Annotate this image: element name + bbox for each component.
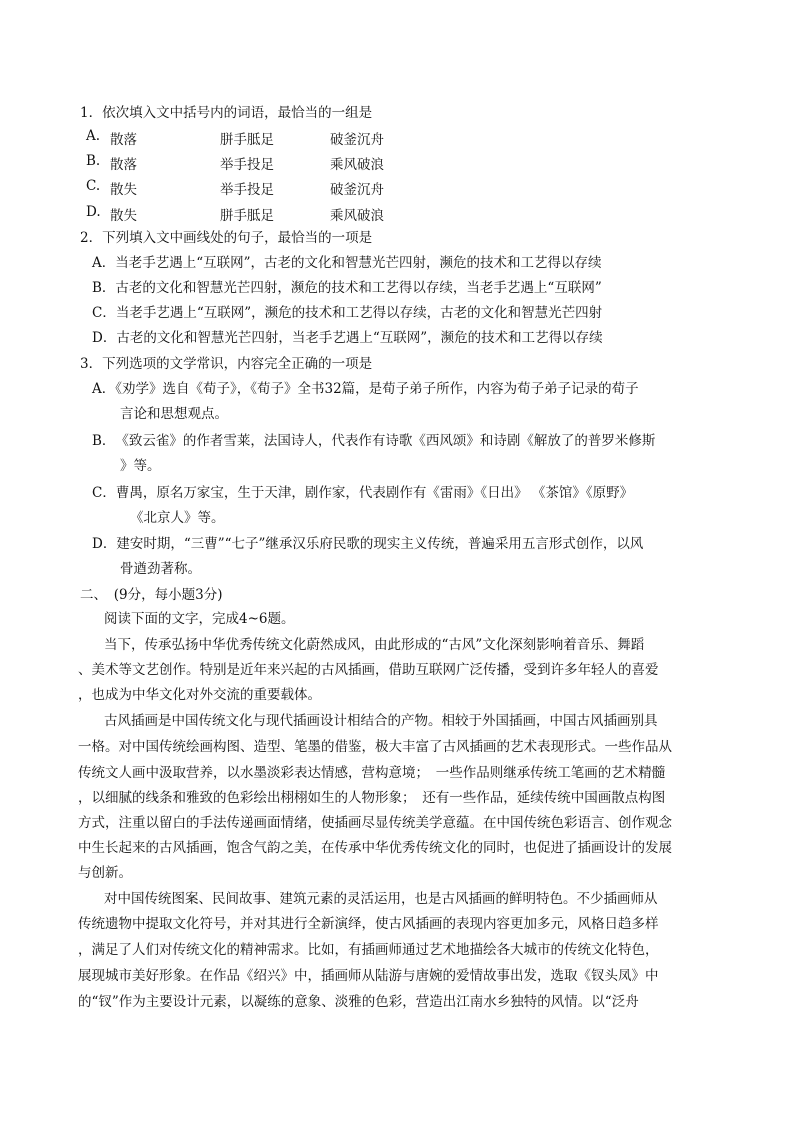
q3-option-a-line-1: A．《劝学》选自《荀子》，《荀子》全书32篇，是荀子弟子所作，内容为荀子弟子记录的荀子 bbox=[92, 381, 639, 397]
passage-line: ，以细腻的线条和雅致的色彩绘出栩栩如生的人物形象； 还有一些作品，延续传统中国画散点构图 bbox=[78, 790, 666, 806]
q1-option-label: A. bbox=[86, 128, 101, 144]
q1-option-word-1: 散落 bbox=[110, 157, 137, 173]
q1-option-label: C. bbox=[86, 178, 101, 194]
passage-line: 、美术等文艺创作。特别是近年来兴起的古风插画，借助互联网广泛传播，受到许多年轻人的喜爱 bbox=[78, 662, 659, 678]
q2-stem: 2．下列填入文中画线处的句子，最恰当的一项是 bbox=[80, 230, 373, 246]
passage-line: 展现城市美好形象。在作品《绍兴》中，插画师从陆游与唐婉的爱情故事出发，选取《钗头凤》中 bbox=[78, 968, 659, 984]
q2-option-b: B．古老的文化和智慧光芒四射，濒危的技术和工艺得以存续，当老手艺遇上“互联网” bbox=[92, 280, 602, 296]
passage-line: ，满足了人们对传统文化的精神需求。比如，有插画师通过艺术地描绘各大城市的传统文化特色， bbox=[78, 942, 659, 958]
q2-option-d: D．古老的文化和智慧光芒四射，当老手艺遇上“互联网”，濒危的技术和工艺得以存续 bbox=[92, 330, 603, 346]
passage-line: 对中国传统图案、民间故事、建筑元素的灵活运用，也是古风插画的鲜明特色。不少插画师从 bbox=[104, 891, 658, 907]
q1-option-word-2: 举手投足 bbox=[220, 157, 274, 173]
q3-option-b-line-2: 》等。 bbox=[120, 458, 161, 474]
q1-option-word-1: 散失 bbox=[110, 182, 137, 198]
q3-option-b-line-1: B． 《致云雀》的作者雪莱，法国诗人，代表作有诗歌《西风颂》和诗剧《解放了的普罗米修斯 bbox=[92, 433, 656, 449]
q3-option-c-line-1: C．曹禺，原名万家宝，生于天津，剧作家，代表剧作有《雷雨》《日出》 《茶馆》《原野》 bbox=[92, 485, 634, 501]
q1-option-label: B. bbox=[86, 153, 101, 169]
q3-option-d-line-1: D．建安时期，“三曹”“七子”继承汉乐府民歌的现实主义传统，普遍采用五言形式创作，以风 bbox=[92, 536, 644, 552]
passage-line: ，也成为中华文化对外交流的重要载体。 bbox=[78, 687, 321, 703]
q1-option-word-1: 散落 bbox=[110, 132, 137, 148]
passage-line: 传统文人画中汲取营养，以水墨淡彩表达情感，营构意境； 一些作品则继承传统工笔画的艺术精髓 bbox=[78, 765, 666, 781]
q1-option-word-3: 乘风破浪 bbox=[330, 208, 384, 224]
section-instruction: 阅读下面的文字，完成4~6题。 bbox=[104, 611, 295, 627]
q3-option-c-line-2: 《北京人》等。 bbox=[130, 510, 225, 526]
q1-option-word-2: 举手投足 bbox=[220, 182, 274, 198]
q3-option-d-line-2: 骨遒劲著称。 bbox=[120, 561, 201, 577]
q3-option-a-line-2: 言论和思想观点。 bbox=[120, 406, 228, 422]
q1-stem: 1．依次填入文中括号内的词语，最恰当的一组是 bbox=[80, 105, 373, 121]
passage-line: 中生长起来的古风插画，饱含气韵之美，在传承中华优秀传统文化的同时，也促进了插画设计的发展 bbox=[78, 840, 672, 856]
q1-option-word-2: 胼手胝足 bbox=[220, 132, 274, 148]
passage-line: 古风插画是中国传统文化与现代插画设计相结合的产物。相较于外国插画，中国古风插画别具 bbox=[104, 713, 658, 729]
section-heading: 二、 (9分，每小题3分) bbox=[80, 587, 223, 603]
passage-line: 方式，注重以留白的手法传递画面情绪，使插画尽显传统美学意蕴。在中国传统色彩语言、创作观念 bbox=[78, 815, 672, 831]
q1-option-word-1: 散失 bbox=[110, 208, 137, 224]
passage-line: 与创新。 bbox=[78, 865, 132, 881]
passage-line: 的“钗”作为主要设计元素，以凝练的意象、淡雅的色彩，营造出江南水乡独特的风情。以“泛舟 bbox=[78, 994, 639, 1010]
q1-option-word-3: 破釜沉舟 bbox=[330, 132, 384, 148]
q3-stem: 3．下列选项的文学常识，内容完全正确的一项是 bbox=[80, 356, 373, 372]
q1-option-word-3: 乘风破浪 bbox=[330, 157, 384, 173]
q1-option-label: D. bbox=[86, 204, 101, 220]
q2-option-c: C．当老手艺遇上“互联网”，濒危的技术和工艺得以存续，古老的文化和智慧光芒四射 bbox=[92, 305, 603, 321]
q1-option-word-3: 破釜沉舟 bbox=[330, 182, 384, 198]
passage-line: 传统遗物中提取文化符号，并对其进行全新演绎，使古风插画的表现内容更加多元，风格日趋多样 bbox=[78, 916, 659, 932]
passage-line: 当下，传承弘扬中华优秀传统文化蔚然成风，由此形成的“古风”文化深刻影响着音乐、舞蹈 bbox=[104, 637, 645, 653]
passage-line: 一格。对中国传统绘画构图、造型、笔墨的借鉴，极大丰富了古风插画的艺术表现形式。一些作品从 bbox=[78, 739, 672, 755]
q2-option-a: A．当老手艺遇上“互联网”，古老的文化和智慧光芒四射，濒危的技术和工艺得以存续 bbox=[92, 255, 602, 271]
q1-option-word-2: 胼手胝足 bbox=[220, 208, 274, 224]
